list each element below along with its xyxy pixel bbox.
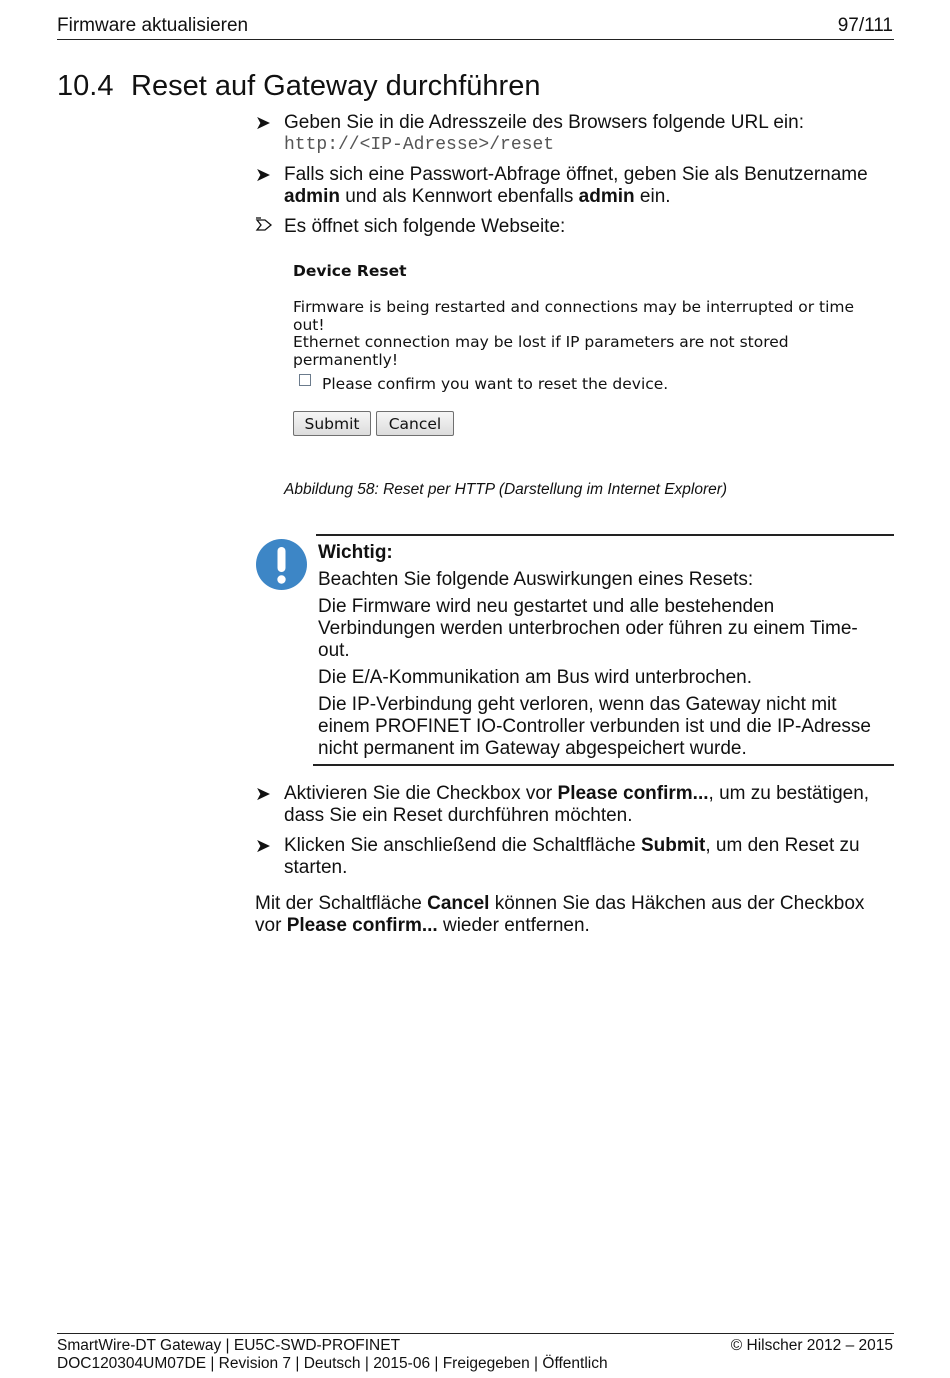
warning-line-ethernet: Ethernet connection may be lost if IP parameters are not stored permanently!	[293, 333, 789, 369]
step-text: und als Kennwort ebenfalls	[339, 186, 579, 207]
note-item-io: Die E/A-Kommunikation am Bus wird unterbrochen.	[318, 667, 753, 688]
ref-please-confirm: Please confirm...	[286, 915, 438, 936]
note-line: Die IP-Verbindung geht verloren, wenn das Gateway nicht mit	[318, 694, 837, 715]
ref-please-confirm: Please confirm...	[557, 783, 709, 804]
para-text: Mit der Schaltfläche	[255, 893, 428, 914]
note-intro: Beachten Sie folgende Auswirkungen eines Resets:	[318, 569, 754, 590]
step-click-submit	[284, 835, 894, 879]
ref-cancel: Cancel	[427, 893, 490, 914]
note-item-firmware	[318, 596, 888, 662]
exclamation-icon	[256, 539, 307, 590]
footer-document-info: DOC120304UM07DE | Revision 7 | Deutsch | 2015-06 | Freigegeben | Öffentlich	[57, 1355, 608, 1372]
note-line: Verbindungen werden unterbrochen oder führen zu einem Time-	[318, 618, 858, 639]
step-text: , um den Reset zu	[705, 835, 860, 856]
para-text: können Sie das Häkchen aus der Checkbox	[489, 893, 865, 914]
step-text: starten.	[284, 857, 348, 878]
para-text: wieder entfernen.	[437, 915, 590, 936]
username-admin: admin	[284, 186, 340, 207]
result-text: Es öffnet sich folgende Webseite:	[284, 216, 566, 237]
warning-line-restart: Firmware is being restarted and connections may be interrupted or time out!	[293, 298, 855, 334]
result-arrow-icon	[255, 216, 275, 240]
arrow-bullet-icon: ➤	[255, 784, 271, 805]
header-rule	[57, 39, 894, 40]
step-text: Geben Sie in die Adresszeile des Browsers folgende URL ein:	[284, 112, 804, 133]
submit-button[interactable]: Submit	[293, 411, 371, 436]
cancel-button[interactable]: Cancel	[376, 411, 454, 436]
section-number: 10.4	[57, 70, 114, 102]
footer-product: SmartWire-DT Gateway | EU5C-SWD-PROFINET	[57, 1337, 401, 1354]
password-admin: admin	[578, 186, 635, 207]
step-enter-url	[284, 112, 894, 156]
confirm-checkbox-label: Please confirm you want to reset the device.	[322, 375, 669, 393]
step-password	[284, 164, 894, 208]
note-heading-text: Wichtig:	[318, 542, 393, 563]
webpage-title: Device Reset	[293, 262, 407, 280]
note-item-ip	[318, 694, 888, 760]
arrow-bullet-icon: ➤	[255, 836, 271, 857]
note-top-rule	[316, 534, 894, 536]
header-chapter-title: Firmware aktualisieren	[57, 15, 249, 36]
note-line: nicht permanent im Gateway abgespeichert wurde.	[318, 738, 747, 759]
note-bottom-rule	[313, 764, 894, 766]
step-text: ein.	[634, 186, 671, 207]
closing-paragraph	[255, 893, 895, 937]
figure-caption: Abbildung 58: Reset per HTTP (Darstellung im Internet Explorer)	[284, 481, 728, 498]
section-title: Reset auf Gateway durchführen	[131, 70, 541, 102]
step-text: Klicken Sie anschließend die Schaltfläche	[284, 835, 641, 856]
arrow-bullet-icon: ➤	[255, 165, 271, 186]
step-activate-checkbox	[284, 783, 894, 827]
ref-submit: Submit	[640, 835, 706, 856]
para-text: vor	[255, 915, 287, 936]
footer-copyright: © Hilscher 2012 – 2015	[730, 1337, 893, 1354]
reset-url: http://<IP-Adresse>/reset	[284, 135, 555, 155]
step-text: Aktivieren Sie die Checkbox vor	[284, 783, 558, 804]
note-line: einem PROFINET IO-Controller verbunden ist und die IP-Adresse	[318, 716, 871, 737]
note-line: out.	[318, 640, 350, 661]
arrow-bullet-icon: ➤	[255, 113, 271, 134]
device-reset-webpage	[284, 250, 864, 450]
step-text: Falls sich eine Passwort-Abfrage öffnet, geben Sie als Benutzername	[284, 164, 868, 185]
footer-rule	[57, 1333, 894, 1334]
step-text: dass Sie ein Reset durchführen möchten.	[284, 805, 633, 826]
header-page-number: 97/111	[837, 15, 893, 36]
confirm-checkbox[interactable]	[299, 374, 311, 386]
step-text: , um zu bestätigen,	[708, 783, 870, 804]
note-heading	[318, 542, 888, 564]
note-line: Die Firmware wird neu gestartet und alle bestehenden	[318, 596, 775, 617]
